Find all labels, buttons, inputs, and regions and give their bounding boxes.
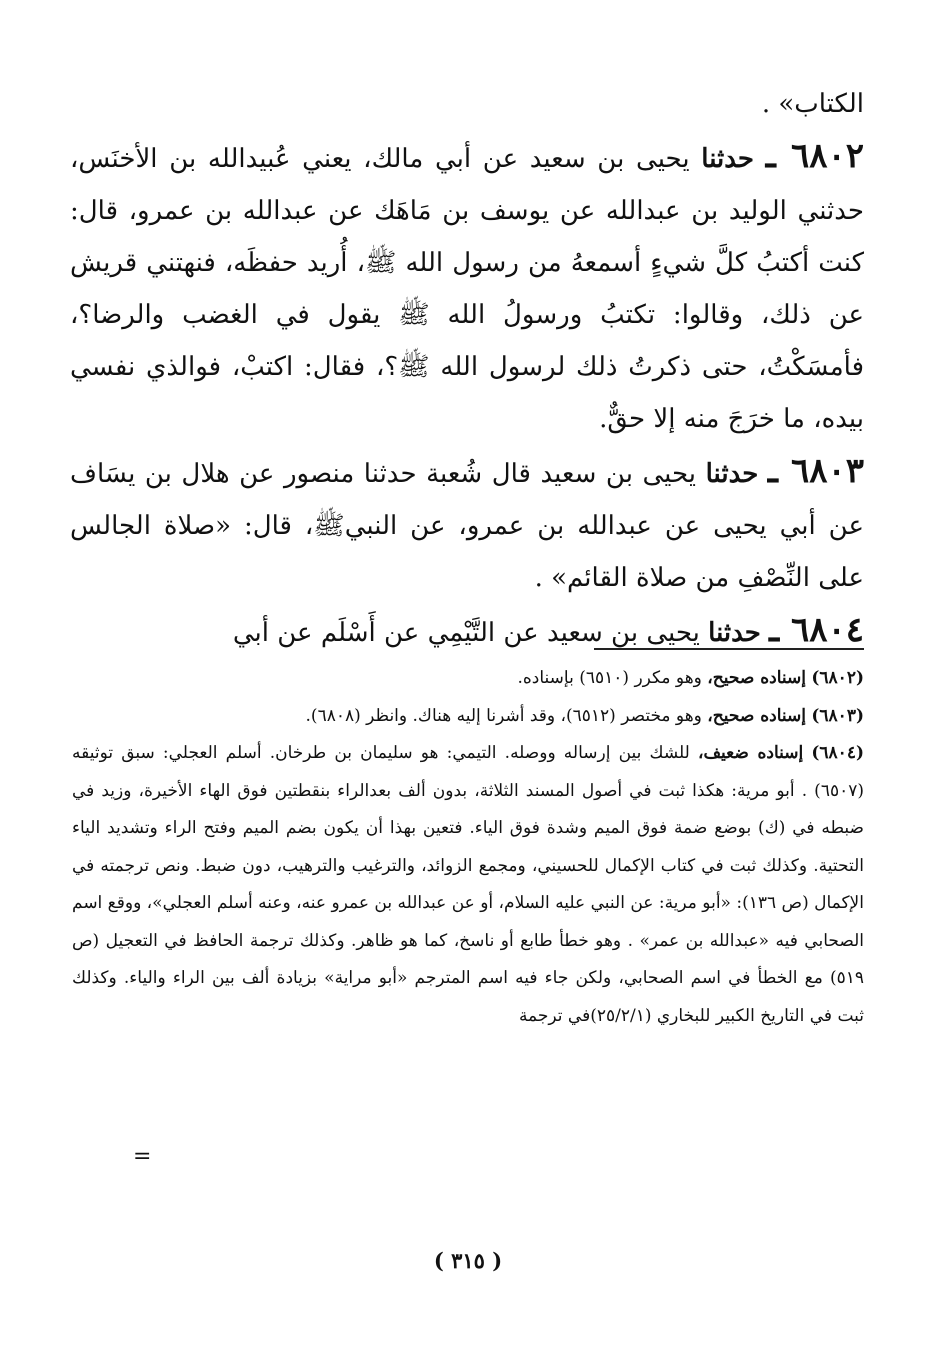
opening-text: الكتاب» .	[761, 89, 864, 119]
hadith-text: يحيى بن سعيد عن التَّيْمِي عن أَسْلَم عن أبي	[232, 618, 700, 648]
page-number: ( ٣١٥ )	[433, 1248, 503, 1273]
footnote-grade: إسناده ضعيف،	[697, 743, 804, 763]
footnote-grade: إسناده صحيح،	[707, 705, 806, 726]
footnote-6802	[72, 660, 864, 698]
hadith-number: ٦٨٠٤ ـ	[769, 610, 864, 650]
hadith-6803	[70, 445, 864, 604]
opening-line	[70, 78, 864, 130]
footnote-grade: إسناده صحيح،	[707, 668, 806, 688]
footnote-ref: (٦٨٠٤)	[811, 743, 864, 763]
footnote-text: وهو مكرر (٦٥١٠) بإسناده.	[517, 668, 702, 688]
hadith-lead-word: حدثنا	[701, 144, 755, 174]
hadith-lead-word: حدثنا	[705, 459, 759, 489]
hadith-text: يحيى بن سعيد قال شُعبة حدثنا منصور عن هلال بن يسَاف عن أبي يحيى عن عبدالله بن عمرو، عن النبيﷺ، قال: «صلاة الجالس على النِّصْفِ من صلاة القائم» .	[70, 459, 864, 593]
hadith-number: ٦٨٠٣ ـ	[767, 451, 865, 491]
footnotes-block	[72, 660, 864, 1035]
footnote-divider	[594, 648, 864, 650]
footnote-6804	[72, 735, 864, 1035]
footnote-ref: (٦٨٠٢)	[811, 668, 864, 688]
hadith-number: ٦٨٠٢ ـ	[765, 136, 864, 176]
footnote-text: للشك بين إرساله ووصله. التيمي: هو سليمان بن طرخان. أسلم العجلي: سبق توثيقه (٦٥٠٧) . أبو مرية: هكذا ثبت في أصول المسند الثلاثة، بدون ألف بعدالراء بنقطتين فوق الهاء الأخيرة، وزيد في ضبطه في (ك) بوضع ضمة فوق الميم وشدة فوق الياء. فتعين بهذا أن يكون بضم الميم وفتح الراء وتشديد الياء التحتية. وكذلك ثبت في كتاب الإكمال للحسيني، ومجمع الزوائد، والترغيب والترهيب، دون ضبط. ونص ترجمته في الإكمال (ص ١٣٦): «أبو مرية: عن النبي عليه السلام، أو عن عبدالله بن عمرو عنه، وعنه أسلم العجلي»، ووقع اسم الصحابي فيه «عبدالله بن عمر» . وهو خطأ طابع أو ناسخ، كما هو ظاهر. وكذلك ترجمة الحافظ في التعجيل (ص ٥١٩) مع الخطأ في اسم الصحابي، ولكن جاء فيه اسم المترجم «أبو مراية» بزيادة ألف بين الراء والياء. وكذلك ثبت في التاريخ الكبير للبخاري (٢٥/٢/١)في ترجمة	[72, 743, 864, 1026]
footnote-6803	[72, 698, 864, 736]
hadith-6802	[70, 130, 864, 445]
footnote-ref: (٦٨٠٣)	[811, 705, 864, 726]
hadith-6804	[70, 604, 864, 659]
footnote-text: وهو مختصر (٦٥١٢)، وقد أشرنا إليه هناك. وانظر (٦٨٠٨).	[305, 705, 702, 726]
continuation-mark: =	[133, 1144, 152, 1169]
hadith-lead-word: حدثنا	[708, 618, 761, 648]
main-text-block	[70, 78, 864, 659]
hadith-text: يحيى بن سعيد عن أبي مالك، يعني عُبيدالله بن الأخنَس، حدثني الوليد بن عبدالله عن يوسف بن مَاهَك عن عبدالله بن عمرو، قال: كنت أكتبُ كلَّ شيءٍ أسمعهُ من رسول الله ﷺ، أُريد حفظَه، فنهتني قريش عن ذلك، وقالوا: تكتبُ ورسولُ الله ﷺ يقول في الغضب والرضا؟، فأمسَكْتُ، حتى ذكرتُ ذلك لرسول الله ﷺ؟، فقال: اكتبْ، فوالذي نفسي بيده، ما خرَجَ منه إلا حقٌّ.	[70, 144, 864, 434]
